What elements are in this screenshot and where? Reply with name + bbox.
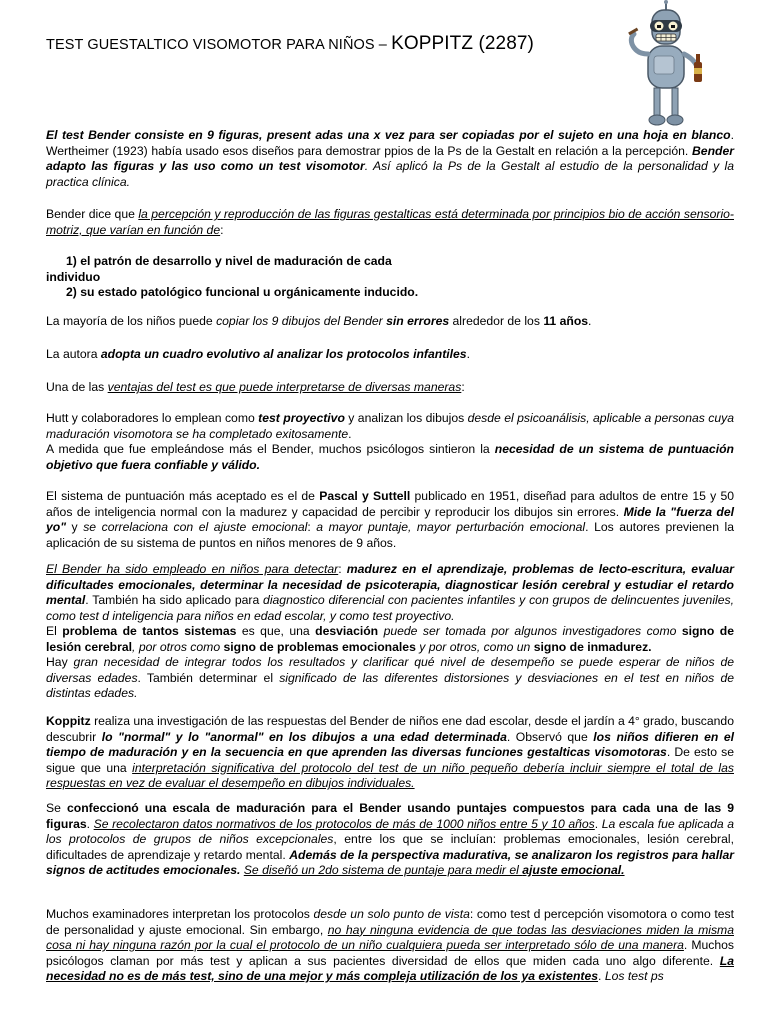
advantages-colon: : xyxy=(461,380,465,394)
pascal-yo: Mide la "fuerza del yo" xyxy=(46,504,734,534)
examiners-paragraph xyxy=(46,907,734,985)
bender-paragraph xyxy=(46,207,734,238)
list-item-1: 1) el patrón de desarrollo y nivel de maduración de cada xyxy=(66,254,392,268)
scale-bold-1: confeccionó una escala de maduración para el Bender usando puntajes compuestos para cada una de las 9 figuras xyxy=(46,801,735,831)
uses-italic: diagnostico diferencial con pacientes infantiles y con grupos de delincuentes juveniles, como test d inteligencia para niños en edad escolar, y como test proyectivo. xyxy=(46,593,734,623)
problem-bold-4: signo de problemas emocionales xyxy=(223,639,416,654)
scale-text-1: Se xyxy=(46,801,67,815)
examiners-underlined: no hay ninguna evidencia de que todas las desviaciones miden la misma cosa ni hay ninguna razón por la cual el protocolo de un niño cualquiera pueda ser interpretado sólo de una manera xyxy=(46,922,734,952)
uses-paragraph xyxy=(46,562,734,702)
uses-bold: madurez en el aprendizaje, problemas de lecto-escritura, evaluar dificultades emocionales, determinar la necesidad de psicoterapia, diagnosticar lesión cerebral y estudiar el retardo mental xyxy=(46,562,734,607)
problem-bold-5: signo de inmadurez. xyxy=(533,639,652,654)
problem-text-2: es que, una xyxy=(236,624,316,638)
integrate-italic-2: significado de las diferentes distorsiones y desviaciones en el test en niños de distintas edades. xyxy=(46,670,734,700)
scale-paragraph xyxy=(46,801,734,879)
intro-text-2: . Así aplicó la Ps de la Gestalt al estudio de la personalidad y la practica clínica. xyxy=(46,159,734,189)
hutt-period: . xyxy=(348,426,352,441)
scale-italic: La escala fue aplicada a los protocolos de grupos de niños excepcionales xyxy=(46,816,734,846)
factor-list xyxy=(46,254,734,301)
author-period: . xyxy=(466,347,470,361)
pascal-paragraph xyxy=(46,489,734,551)
majority-period: . xyxy=(588,314,592,328)
list-item xyxy=(46,254,734,270)
integrate-italic-1: gran necesidad de integrar todos los resultados y clarificar qué nivel de desempeño se puede esperar de niños de diversas edades xyxy=(46,655,735,685)
hutt-paragraph xyxy=(46,411,734,473)
hutt-text-2: y analizan los dibujos xyxy=(344,411,468,425)
scale-period-2: . xyxy=(594,816,602,831)
pascal-colon: : xyxy=(307,520,317,534)
bender-underlined: la percepción y reproducción de las figuras gestalticas está determinada por principios bio de acción sensorio-motriz, que varían en función de xyxy=(46,207,734,237)
koppitz-name: Koppitz xyxy=(46,714,91,728)
scale-bold-2: Además de la perspectiva madurativa, se analizaron los registros para hallar signos de actitudes emocionales. xyxy=(46,847,734,877)
pascal-italic-2: a mayor puntaje, mayor perturbación emocional xyxy=(316,520,586,534)
hutt-italic: desde el psicoanálisis, aplicable a personas cuya maduración visomotora se ha completado exitosamente xyxy=(46,411,735,441)
uses-text-1: . También ha sido aplicado para xyxy=(85,593,264,607)
koppitz-bold-2: los niños difieren en el tiempo de maduración y en la secuencia en que aprenden las diversas funciones gestalticas visomotoras xyxy=(46,729,735,759)
problem-bold-3: signo de lesión cerebral xyxy=(46,624,734,654)
pascal-italic-1: se correlaciona con el ajuste emocional xyxy=(83,520,308,534)
pascal-text-4: . Los autores previenen la aplicación de su sistema de puntos en niños menores de 9 años. xyxy=(46,520,734,550)
author-paragraph xyxy=(46,347,734,363)
pascal-names: Pascal y Suttell xyxy=(319,489,411,503)
problem-bold-1: problema de tantos sistemas xyxy=(62,624,237,638)
problem-italic-2: , por otros como xyxy=(132,639,224,654)
advantages-underlined: ventajas del test es que puede interpretarse de diversas maneras xyxy=(107,380,462,394)
intro-text-1: . Wertheimer (1923) había usado esos diseños para demostrar ppios de la Ps de la Gestalt en relación a la percepción. xyxy=(46,128,734,158)
problem-bold-2: desviación xyxy=(315,624,379,638)
scale-underlined-1: Se recolectaron datos normativos de los protocolos de más de 1000 niños entre 5 y 10 años xyxy=(93,816,595,831)
scale-text-2: , entre los que se incluían: problemas emocionales, lesión cerebral, dificultades de aprendizaje y retardo mental. xyxy=(46,832,734,862)
majority-bold: sin errores xyxy=(386,314,450,328)
majority-paragraph xyxy=(46,314,734,330)
intro-paragraph xyxy=(46,128,734,190)
problem-italic-1: puede ser tomada por algunos investigadores como xyxy=(378,624,682,638)
author-bold: adopta un cuadro evolutivo al analizar los protocolos infantiles xyxy=(100,347,467,361)
majority-text-1: La mayoría de los niños puede xyxy=(46,314,217,328)
title-main: TEST GUESTALTICO VISOMOTOR PARA NIÑOS – xyxy=(46,37,392,53)
advantages-text-1: Una de las xyxy=(46,380,108,394)
examiners-italic: desde un solo punto de vista xyxy=(313,907,470,921)
hutt-text-1: Hutt y colaboradores lo emplean como xyxy=(46,411,259,425)
examiners-period: . xyxy=(598,969,605,983)
scale-bold-3: ajuste emocional. xyxy=(522,863,625,877)
koppitz-bold-1: lo "normal" y lo "anormal" en los dibujos a una edad determinada xyxy=(101,729,507,744)
integrate-text-1: Hay xyxy=(46,655,74,669)
examiners-bold: La necesidad no es de más test, sino de una mejor y más compleja utilización de los ya existentes xyxy=(46,953,734,983)
scale-period-1: . xyxy=(86,816,94,831)
pascal-text-3: y xyxy=(66,520,84,534)
author-text-1: La autora xyxy=(46,347,101,361)
problem-italic-3: y por otros, como un xyxy=(415,639,534,654)
bender-colon: : xyxy=(220,222,224,237)
bender-text-1: Bender dice que xyxy=(46,207,139,221)
majority-italic: copiar los 9 dibujos del Bender xyxy=(216,314,387,328)
intro-lead: El test Bender consiste en 9 figuras, present adas una x vez para ser copiadas por el sujeto en una hoja en blanco xyxy=(46,128,731,142)
koppitz-paragraph xyxy=(46,714,734,792)
bender-robot-illustration xyxy=(618,0,714,128)
title-koppitz: KOPPITZ (2287) xyxy=(391,33,534,54)
examiners-text-3: . Muchos psicólogos claman por más test y aplican a sus pacientes diversidad de ellos que miden cada uno algo diferente. xyxy=(46,938,734,968)
list-item xyxy=(46,285,734,301)
scale-underlined-2: Se diseñó un 2do sistema de puntaje para medir el xyxy=(243,863,523,877)
list-item-2: 2) su estado patológico funcional u orgánicamente inducido. xyxy=(66,285,419,299)
koppitz-text-3: . De esto se sigue que una xyxy=(46,745,734,775)
problem-text-1: El xyxy=(46,624,63,638)
integrate-text-2: . También determinar el xyxy=(137,670,280,685)
pascal-text-1: El sistema de puntuación más aceptado es el de xyxy=(46,489,320,503)
intro-emphasis: Bender adapto las figuras y las uso como un test visomotor xyxy=(46,143,734,173)
uses-colon: : xyxy=(338,562,347,576)
majority-text-2: alrededor de los xyxy=(449,314,544,328)
list-item-1-cont: individuo xyxy=(46,269,101,284)
examiners-italic-2: Los test ps xyxy=(604,969,664,983)
examiners-text-1: Muchos examinadores interpretan los protocolos xyxy=(46,907,314,921)
koppitz-text-1: realiza una investigación de las respuestas del Bender de niños ene dad escolar, desde el jardín a 4° grado, buscando descubrir xyxy=(46,714,734,744)
uses-underlined: El Bender ha sido empleado en niños para detectar xyxy=(46,562,339,576)
list-item xyxy=(46,270,734,286)
hutt-bold: test proyectivo xyxy=(258,411,345,425)
majority-age: 11 años xyxy=(543,314,589,328)
page-title xyxy=(46,33,534,54)
advantages-paragraph xyxy=(46,380,734,396)
examiners-text-2: : como test d percepción visomotora o como test de personalidad y ajuste emocional. Sin embargo, xyxy=(46,907,734,937)
koppitz-text-2: . Observó que xyxy=(506,729,594,744)
koppitz-underlined: interpretación significativa del protocolo del test de un niño pequeño debería incluir siempre el total de las respuestas en vez de evaluar el desempeño en dibujos individuales. xyxy=(46,760,734,790)
hutt-need: necesidad de un sistema de puntuación objetivo que fuera confiable y válido. xyxy=(46,442,734,472)
hutt-text-3: A medida que fue empleándose más el Bender, muchos psicólogos sintieron la xyxy=(46,442,495,456)
pascal-text-2: publicado en 1951, diseñad para adultos de entre 15 y 50 años de inteligencia normal con la madurez y capacidad de percibir y reproducir los dibujos sin errores. xyxy=(46,489,734,519)
